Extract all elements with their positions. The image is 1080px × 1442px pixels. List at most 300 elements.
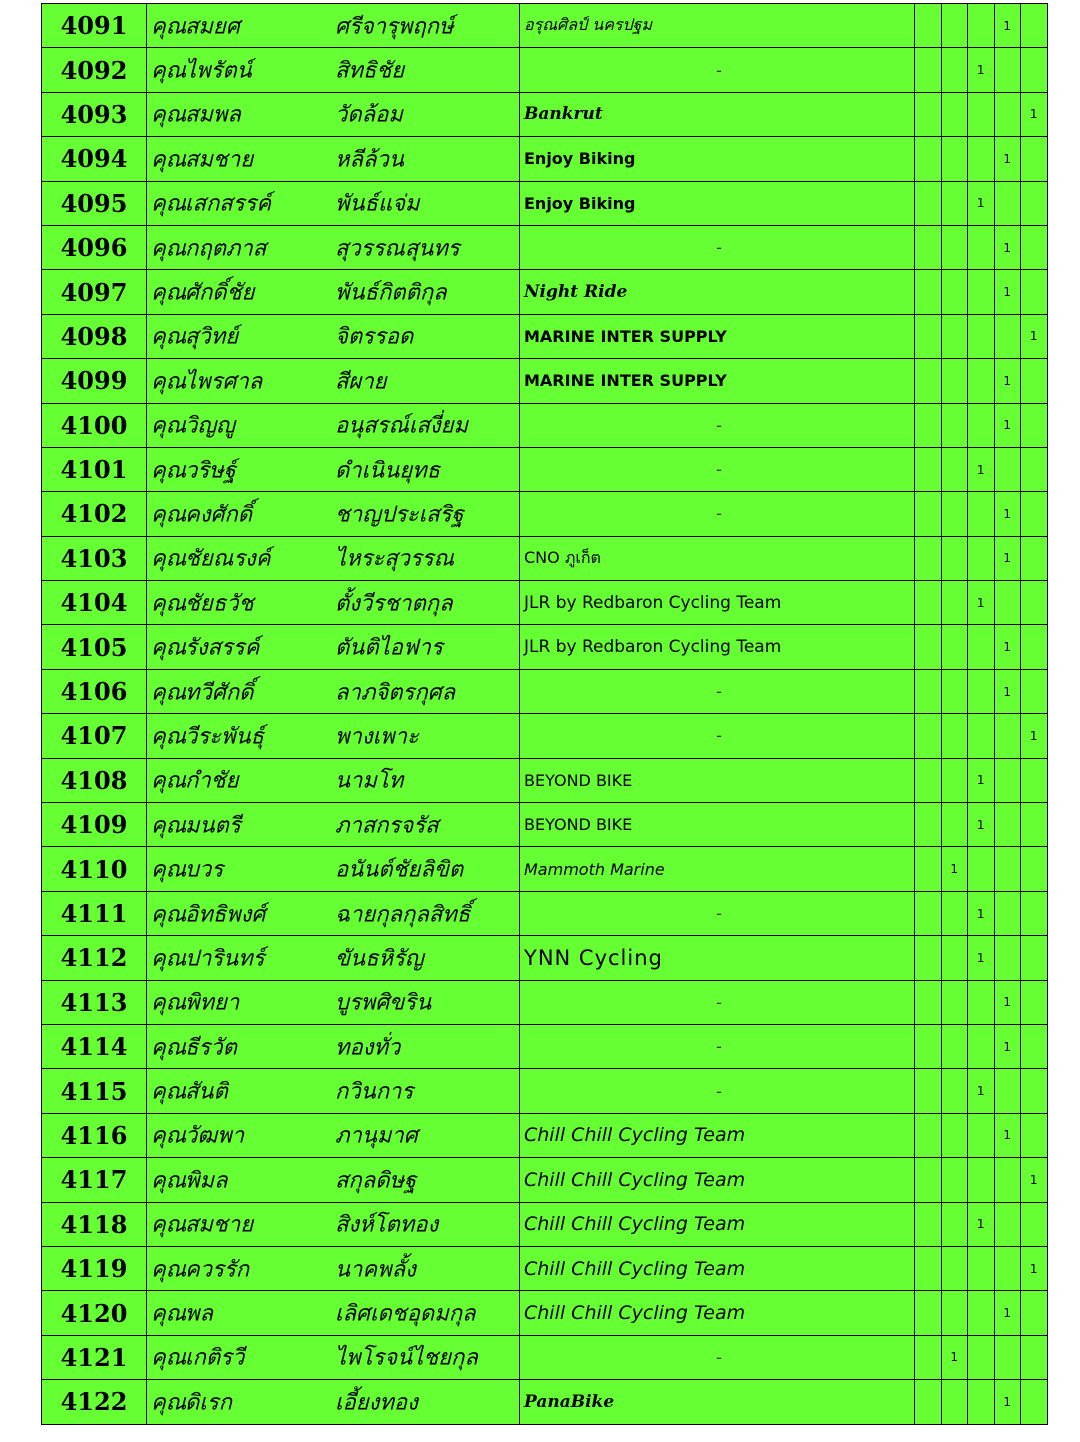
participant-name <box>147 92 520 136</box>
name-prefix: คุณ <box>151 324 187 350</box>
category-cell-5 <box>1021 803 1048 847</box>
category-cell-5 <box>1021 669 1048 713</box>
team-name: Enjoy Biking <box>520 137 915 181</box>
table-row <box>42 1335 1048 1379</box>
category-cell-3 <box>968 1113 995 1157</box>
category-cell-1 <box>915 270 942 314</box>
category-cell-1 <box>915 1158 942 1202</box>
team-name: Night Ride <box>520 270 915 314</box>
registration-table-body <box>42 4 1048 1425</box>
category-cell-2 <box>941 891 968 935</box>
category-cell-5 <box>1021 581 1048 625</box>
entry-number: 4110 <box>42 847 147 891</box>
name-prefix: คุณ <box>151 546 187 572</box>
first-name: ไพรัตน์ <box>185 58 252 84</box>
category-cell-1 <box>915 669 942 713</box>
team-name: - <box>520 492 915 536</box>
category-cell-5 <box>1021 1202 1048 1246</box>
last-name: พันธ์กิตติกุล <box>335 280 447 306</box>
category-cell-5: 1 <box>1021 1158 1048 1202</box>
category-cell-3 <box>968 4 995 48</box>
category-cell-3 <box>968 1335 995 1379</box>
category-cell-3 <box>968 669 995 713</box>
name-prefix: คุณ <box>151 946 187 972</box>
participant-name <box>147 1380 520 1424</box>
first-name: ทวีศักดิ์ <box>185 680 254 706</box>
last-name: ภานุมาศ <box>335 1123 418 1149</box>
first-name: เกติรวี <box>185 1345 245 1371</box>
category-cell-4: 1 <box>994 225 1021 269</box>
team-name: อรุณศิลป์ นครปฐม <box>520 4 915 48</box>
team-name: JLR by Redbaron Cycling Team <box>520 625 915 669</box>
category-cell-1 <box>915 1113 942 1157</box>
last-name: อนันต์ชัยลิขิต <box>335 857 464 883</box>
last-name: ตันติไอฟาร <box>335 635 443 661</box>
category-cell-3: 1 <box>968 181 995 225</box>
first-name: กำชัย <box>185 768 239 794</box>
table-row <box>42 1246 1048 1290</box>
category-cell-4 <box>994 847 1021 891</box>
category-cell-2 <box>941 403 968 447</box>
entry-number: 4095 <box>42 181 147 225</box>
category-cell-2 <box>941 1246 968 1290</box>
team-name: - <box>520 48 915 92</box>
table-row <box>42 625 1048 669</box>
category-cell-5 <box>1021 1069 1048 1113</box>
category-cell-5 <box>1021 980 1048 1024</box>
category-cell-4 <box>994 758 1021 802</box>
participant-name <box>147 1246 520 1290</box>
category-cell-1 <box>915 225 942 269</box>
category-cell-1 <box>915 936 942 980</box>
category-cell-4 <box>994 1335 1021 1379</box>
entry-number: 4092 <box>42 48 147 92</box>
team-name: Bankrut <box>520 92 915 136</box>
entry-number: 4109 <box>42 803 147 847</box>
category-cell-5 <box>1021 1113 1048 1157</box>
category-cell-4 <box>994 48 1021 92</box>
last-name: สีผาย <box>335 369 387 395</box>
category-cell-3: 1 <box>968 447 995 491</box>
category-cell-1 <box>915 980 942 1024</box>
name-prefix: คุณ <box>151 902 187 927</box>
category-cell-4: 1 <box>994 492 1021 536</box>
last-name: วัดล้อม <box>335 102 403 128</box>
last-name: ดำเนินยุทธ <box>335 458 441 484</box>
entry-number: 4118 <box>42 1202 147 1246</box>
team-name: MARINE INTER SUPPLY <box>520 359 915 403</box>
table-row <box>42 1202 1048 1246</box>
category-cell-4 <box>994 1069 1021 1113</box>
name-prefix: คุณ <box>151 1212 187 1238</box>
last-name: ศรีจารุพฤกษ์ <box>335 14 454 40</box>
team-name: - <box>520 1335 915 1379</box>
name-prefix: คุณ <box>151 458 187 484</box>
first-name: ธีรวัต <box>185 1035 237 1061</box>
name-prefix: คุณ <box>151 1079 187 1105</box>
team-name: Enjoy Biking <box>520 181 915 225</box>
team-name: YNN Cycling <box>520 936 915 980</box>
team-name: BEYOND BIKE <box>520 803 915 847</box>
last-name: พันธ์แจ่ม <box>335 191 420 217</box>
team-name: MARINE INTER SUPPLY <box>520 314 915 358</box>
first-name: ปารินทร์ <box>185 946 265 972</box>
last-name: ไหระสุวรรณ <box>335 546 455 572</box>
name-prefix: คุณ <box>151 502 187 528</box>
category-cell-3 <box>968 1158 995 1202</box>
category-cell-3: 1 <box>968 891 995 935</box>
last-name: สกุลดิษฐ <box>335 1168 417 1194</box>
name-prefix: คุณ <box>151 191 187 217</box>
table-row <box>42 92 1048 136</box>
entry-number: 4119 <box>42 1246 147 1290</box>
last-name: ฉายกุลกุลสิทธิ์ <box>335 902 471 927</box>
category-cell-1 <box>915 48 942 92</box>
category-cell-2 <box>941 225 968 269</box>
name-prefix: คุณ <box>151 990 187 1016</box>
category-cell-3 <box>968 980 995 1024</box>
category-cell-5: 1 <box>1021 92 1048 136</box>
category-cell-4: 1 <box>994 1024 1021 1068</box>
category-cell-1 <box>915 758 942 802</box>
team-name: - <box>520 980 915 1024</box>
category-cell-2 <box>941 270 968 314</box>
first-name: วีระพันธุ์ <box>185 724 264 750</box>
category-cell-2 <box>941 1069 968 1113</box>
team-name: - <box>520 891 915 935</box>
category-cell-2 <box>941 181 968 225</box>
table-row <box>42 669 1048 713</box>
table-row <box>42 181 1048 225</box>
category-cell-3 <box>968 536 995 580</box>
category-cell-1 <box>915 403 942 447</box>
table-row <box>42 1380 1048 1424</box>
team-name: Chill Chill Cycling Team <box>520 1202 915 1246</box>
name-prefix: คุณ <box>151 724 187 750</box>
table-row <box>42 137 1048 181</box>
last-name: อนุสรณ์เสงี่ยม <box>335 413 468 439</box>
last-name: สิงห์โตทอง <box>335 1212 439 1238</box>
category-cell-5 <box>1021 492 1048 536</box>
category-cell-3 <box>968 1291 995 1335</box>
category-cell-4: 1 <box>994 536 1021 580</box>
last-name: ชาญประเสริฐ <box>335 502 464 528</box>
category-cell-4: 1 <box>994 669 1021 713</box>
category-cell-2 <box>941 1158 968 1202</box>
last-name: นาคพลั้ง <box>335 1257 416 1283</box>
participant-name <box>147 803 520 847</box>
participant-name <box>147 1202 520 1246</box>
name-prefix: คุณ <box>151 768 187 794</box>
entry-number: 4121 <box>42 1335 147 1379</box>
participant-name <box>147 936 520 980</box>
team-name: - <box>520 1069 915 1113</box>
table-row <box>42 891 1048 935</box>
entry-number: 4116 <box>42 1113 147 1157</box>
participant-name <box>147 492 520 536</box>
category-cell-4 <box>994 803 1021 847</box>
category-cell-5 <box>1021 403 1048 447</box>
category-cell-4 <box>994 1158 1021 1202</box>
last-name: เอี้ยงทอง <box>335 1390 418 1416</box>
table-row <box>42 803 1048 847</box>
category-cell-3: 1 <box>968 803 995 847</box>
category-cell-2 <box>941 92 968 136</box>
table-row <box>42 536 1048 580</box>
category-cell-4 <box>994 1202 1021 1246</box>
category-cell-4: 1 <box>994 270 1021 314</box>
participant-name <box>147 1335 520 1379</box>
entry-number: 4096 <box>42 225 147 269</box>
first-name: รังสรรค์ <box>185 635 260 661</box>
name-prefix: คุณ <box>151 1301 187 1327</box>
category-cell-4 <box>994 714 1021 758</box>
category-cell-4: 1 <box>994 359 1021 403</box>
table-row <box>42 758 1048 802</box>
first-name: ศักดิ์ชัย <box>185 280 255 306</box>
entry-number: 4117 <box>42 1158 147 1202</box>
category-cell-5 <box>1021 936 1048 980</box>
category-cell-3 <box>968 270 995 314</box>
category-cell-1 <box>915 447 942 491</box>
name-prefix: คุณ <box>151 591 187 617</box>
category-cell-2 <box>941 447 968 491</box>
category-cell-5 <box>1021 270 1048 314</box>
participant-name <box>147 181 520 225</box>
name-prefix: คุณ <box>151 369 187 395</box>
last-name: ขันธหิรัญ <box>335 946 424 972</box>
category-cell-1 <box>915 1024 942 1068</box>
category-cell-4 <box>994 314 1021 358</box>
first-name: กฤตภาส <box>185 236 267 262</box>
entry-number: 4115 <box>42 1069 147 1113</box>
category-cell-5 <box>1021 181 1048 225</box>
table-row <box>42 403 1048 447</box>
category-cell-2 <box>941 980 968 1024</box>
entry-number: 4097 <box>42 270 147 314</box>
team-name: CNO ภูเก็ต <box>520 536 915 580</box>
category-cell-5 <box>1021 1024 1048 1068</box>
participant-name <box>147 447 520 491</box>
team-name: - <box>520 225 915 269</box>
participant-name <box>147 669 520 713</box>
table-row <box>42 48 1048 92</box>
last-name: สิทธิชัย <box>335 58 405 84</box>
team-name: BEYOND BIKE <box>520 758 915 802</box>
category-cell-1 <box>915 1246 942 1290</box>
category-cell-2 <box>941 1202 968 1246</box>
last-name: หลีล้วน <box>335 147 404 173</box>
first-name: พิทยา <box>185 990 240 1016</box>
last-name: ภาสกรจรัส <box>335 813 439 839</box>
participant-name <box>147 403 520 447</box>
participant-name <box>147 581 520 625</box>
name-prefix: คุณ <box>151 1345 187 1371</box>
participant-name <box>147 714 520 758</box>
category-cell-4: 1 <box>994 137 1021 181</box>
category-cell-3: 1 <box>968 1069 995 1113</box>
first-name: มนตรี <box>185 813 241 839</box>
last-name: ตั้งวีรชาตกุล <box>335 591 453 617</box>
category-cell-2: 1 <box>941 1335 968 1379</box>
team-name: PanaBike <box>520 1380 915 1424</box>
category-cell-4: 1 <box>994 4 1021 48</box>
participant-name <box>147 980 520 1024</box>
first-name: ชัยณรงค์ <box>185 546 271 572</box>
category-cell-1 <box>915 1335 942 1379</box>
first-name: ชัยธวัช <box>185 591 254 617</box>
entry-number: 4107 <box>42 714 147 758</box>
first-name: สุวิทย์ <box>185 324 239 350</box>
first-name: ดิเรก <box>185 1390 232 1416</box>
participant-name <box>147 1291 520 1335</box>
table-row <box>42 1113 1048 1157</box>
name-prefix: คุณ <box>151 413 187 439</box>
table-row <box>42 314 1048 358</box>
category-cell-5 <box>1021 4 1048 48</box>
team-name: - <box>520 714 915 758</box>
category-cell-4: 1 <box>994 1113 1021 1157</box>
first-name: อิทธิพงศ์ <box>185 902 266 927</box>
table-row <box>42 359 1048 403</box>
entry-number: 4106 <box>42 669 147 713</box>
category-cell-2 <box>941 936 968 980</box>
last-name: นามโท <box>335 768 404 794</box>
category-cell-5 <box>1021 447 1048 491</box>
table-row <box>42 447 1048 491</box>
table-row <box>42 714 1048 758</box>
category-cell-2 <box>941 1380 968 1424</box>
category-cell-2 <box>941 314 968 358</box>
first-name: วริษฐ์ <box>185 458 236 484</box>
category-cell-5 <box>1021 1335 1048 1379</box>
category-cell-4 <box>994 181 1021 225</box>
first-name: วัฒพา <box>185 1123 245 1149</box>
category-cell-2 <box>941 625 968 669</box>
category-cell-2 <box>941 137 968 181</box>
first-name: พิมล <box>185 1168 228 1194</box>
category-cell-3: 1 <box>968 1202 995 1246</box>
participant-name <box>147 270 520 314</box>
category-cell-3 <box>968 492 995 536</box>
category-cell-2 <box>941 359 968 403</box>
first-name: พล <box>185 1301 213 1327</box>
entry-number: 4122 <box>42 1380 147 1424</box>
category-cell-2 <box>941 1113 968 1157</box>
entry-number: 4100 <box>42 403 147 447</box>
category-cell-1 <box>915 714 942 758</box>
team-name: - <box>520 403 915 447</box>
name-prefix: คุณ <box>151 14 187 40</box>
name-prefix: คุณ <box>151 635 187 661</box>
category-cell-5 <box>1021 847 1048 891</box>
category-cell-4: 1 <box>994 1380 1021 1424</box>
first-name: สมชาย <box>185 1212 254 1238</box>
category-cell-1 <box>915 137 942 181</box>
last-name: เลิศเดชอุดมกุล <box>335 1301 476 1327</box>
category-cell-5 <box>1021 1380 1048 1424</box>
category-cell-3 <box>968 714 995 758</box>
first-name: สมชาย <box>185 147 254 173</box>
participant-name <box>147 137 520 181</box>
category-cell-4: 1 <box>994 625 1021 669</box>
entry-number: 4103 <box>42 536 147 580</box>
category-cell-5 <box>1021 137 1048 181</box>
entry-number: 4104 <box>42 581 147 625</box>
name-prefix: คุณ <box>151 857 187 883</box>
category-cell-1 <box>915 1291 942 1335</box>
name-prefix: คุณ <box>151 813 187 839</box>
name-prefix: คุณ <box>151 1257 187 1283</box>
category-cell-3 <box>968 625 995 669</box>
category-cell-1 <box>915 1380 942 1424</box>
name-prefix: คุณ <box>151 147 187 173</box>
participant-name <box>147 359 520 403</box>
participant-name <box>147 1113 520 1157</box>
entry-number: 4108 <box>42 758 147 802</box>
name-prefix: คุณ <box>151 236 187 262</box>
entry-number: 4101 <box>42 447 147 491</box>
name-prefix: คุณ <box>151 1123 187 1149</box>
last-name: จิตรรอด <box>335 324 414 350</box>
table-row <box>42 581 1048 625</box>
category-cell-3: 1 <box>968 48 995 92</box>
category-cell-5 <box>1021 891 1048 935</box>
category-cell-4 <box>994 891 1021 935</box>
first-name: ไพรศาล <box>185 369 263 395</box>
category-cell-1 <box>915 181 942 225</box>
category-cell-4 <box>994 581 1021 625</box>
category-cell-3 <box>968 1380 995 1424</box>
table-row <box>42 936 1048 980</box>
last-name: พางเพาะ <box>335 724 419 750</box>
participant-name <box>147 4 520 48</box>
first-name: คงศักดิ์ <box>185 502 253 528</box>
first-name: สันติ <box>185 1079 228 1105</box>
name-prefix: คุณ <box>151 680 187 706</box>
registration-table <box>41 3 1048 1425</box>
table-row <box>42 270 1048 314</box>
entry-number: 4093 <box>42 92 147 136</box>
participant-name <box>147 625 520 669</box>
category-cell-1 <box>915 1202 942 1246</box>
entry-number: 4098 <box>42 314 147 358</box>
team-name: - <box>520 1024 915 1068</box>
category-cell-1 <box>915 891 942 935</box>
category-cell-5: 1 <box>1021 314 1048 358</box>
table-row <box>42 847 1048 891</box>
table-row <box>42 4 1048 48</box>
team-name: Chill Chill Cycling Team <box>520 1158 915 1202</box>
category-cell-2 <box>941 1291 968 1335</box>
entry-number: 4120 <box>42 1291 147 1335</box>
name-prefix: คุณ <box>151 102 187 128</box>
category-cell-3 <box>968 314 995 358</box>
category-cell-4 <box>994 447 1021 491</box>
participant-name <box>147 758 520 802</box>
category-cell-4 <box>994 92 1021 136</box>
last-name: ลาภจิตรกุศล <box>335 680 456 706</box>
last-name: กวินการ <box>335 1079 414 1105</box>
team-name: - <box>520 447 915 491</box>
team-name: JLR by Redbaron Cycling Team <box>520 581 915 625</box>
category-cell-3 <box>968 225 995 269</box>
participant-name <box>147 314 520 358</box>
entry-number: 4113 <box>42 980 147 1024</box>
category-cell-1 <box>915 581 942 625</box>
category-cell-1 <box>915 847 942 891</box>
name-prefix: คุณ <box>151 1390 187 1416</box>
